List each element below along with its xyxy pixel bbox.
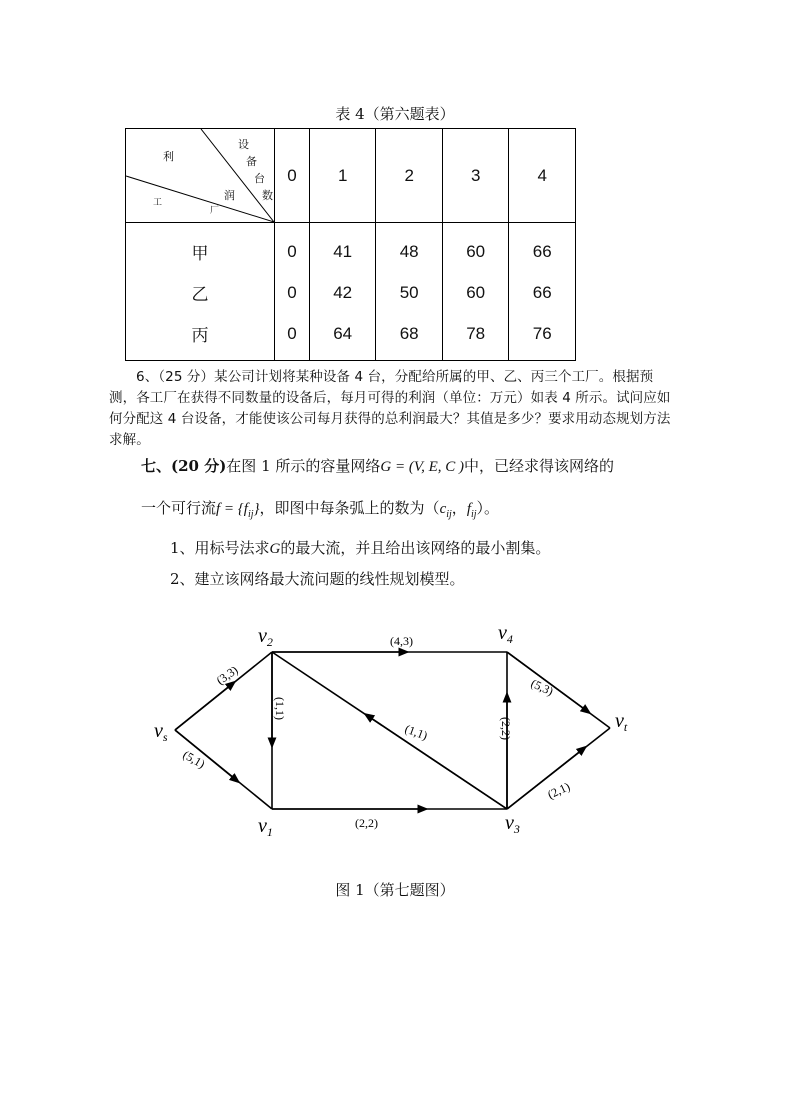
node-vt: $v_t$ <box>615 710 628 734</box>
node-v4: $v_4$ <box>498 622 513 646</box>
edge-v3-v2-arrow <box>368 716 507 809</box>
corner-label-run: 润 <box>224 189 235 202</box>
flow-symbol: f <box>466 501 471 517</box>
column-header: 3 <box>442 129 509 223</box>
edge-label-v2-v1: (1,1) <box>273 697 287 720</box>
edge-v3-vt-arrow <box>507 749 583 809</box>
table-row <box>126 272 576 313</box>
edge-vs-v2-arrow <box>175 684 232 730</box>
problem-7-text-c: 一个可行流 <box>141 499 217 517</box>
flow-notation-end: } <box>253 501 260 517</box>
capacity-symbol: c <box>439 501 447 517</box>
row-factory-label: 甲 <box>191 244 209 263</box>
capacity-subscript: ij <box>446 509 452 520</box>
table-row <box>126 313 576 361</box>
table-cell: 76 <box>509 313 576 361</box>
edge-label-v3-vt: (2,1) <box>545 779 573 802</box>
row-factory-label: 乙 <box>191 285 209 304</box>
node-v2: $v_2$ <box>258 625 273 649</box>
problem-7-line-2 <box>141 497 701 520</box>
graph-notation: G = (V, E, C ) <box>380 459 464 475</box>
sub-question-1 <box>170 537 550 558</box>
table-caption: 表 4（第六题表） <box>335 105 455 123</box>
table-cell: 50 <box>376 272 443 313</box>
graph-symbol: G <box>269 541 281 557</box>
table-cell: 41 <box>309 223 376 273</box>
table-cell: 66 <box>509 272 576 313</box>
table-cell: 66 <box>509 223 576 273</box>
flow-subscript: ij <box>247 509 254 520</box>
table-header-row <box>126 129 576 223</box>
sub-question-2: 2、建立该网络最大流问题的线性规划模型。 <box>170 570 465 588</box>
table-cell: 0 <box>275 313 310 361</box>
problem-7-text-d: ，即图中每条弧上的数为（ <box>259 499 440 517</box>
node-vs: $v_s$ <box>154 720 168 744</box>
profit-table <box>125 128 576 361</box>
problem-7-heading: 七、(20 分) <box>141 457 227 475</box>
flow-notation: f = {f <box>216 501 248 517</box>
diagonal-header-cell <box>126 129 275 223</box>
corner-label-gong: 工 <box>153 198 163 208</box>
problem-7-text-a: 在图 1 所示的容量网络 <box>226 457 381 475</box>
figure-caption: 图 1（第七题图） <box>335 881 455 899</box>
table-cell: 78 <box>442 313 509 361</box>
network-diagram <box>140 615 640 845</box>
table-cell: 68 <box>376 313 443 361</box>
row-factory-label: 丙 <box>191 326 209 345</box>
problem-7-text-e: ）。 <box>476 499 500 517</box>
problem-7-text-b: 中，已经求得该网络的 <box>463 457 614 475</box>
edge-label-v3-v2: (1,1) <box>402 721 430 743</box>
edge-label-v1-v3: (2,2) <box>355 816 378 830</box>
corner-label-she: 设 <box>238 138 249 151</box>
table-cell: 0 <box>275 223 310 273</box>
table-cell: 60 <box>442 272 509 313</box>
table-cell: 64 <box>309 313 376 361</box>
sub-question-1-text-a: 1、用标号法求 <box>170 539 270 557</box>
flow-symbol-subscript: ij <box>470 509 477 520</box>
edge-label-v3-v4: (2,2) <box>499 717 513 740</box>
corner-label-tai: 台 <box>254 172 265 185</box>
corner-label-chang: 厂 <box>210 206 220 216</box>
sub-question-1-text-b: 的最大流，并且给出该网络的最小割集。 <box>280 539 551 557</box>
diagonal-lines <box>126 129 274 222</box>
edge-label-vs-v1: (5,1) <box>180 747 208 772</box>
column-header: 2 <box>376 129 443 223</box>
column-header: 1 <box>309 129 376 223</box>
table-cell: 0 <box>275 272 310 313</box>
column-header: 0 <box>275 129 310 223</box>
node-v1: $v_1$ <box>258 815 273 839</box>
edge-label-v2-v4: (4,3) <box>390 634 413 648</box>
table-cell: 42 <box>309 272 376 313</box>
table-cell: 48 <box>376 223 443 273</box>
separator: ， <box>451 499 467 517</box>
table-cell: 60 <box>442 223 509 273</box>
corner-label-bei: 备 <box>246 155 257 168</box>
node-v3: $v_3$ <box>505 812 520 836</box>
problem-6-text: 6、（25 分）某公司计划将某种设备 4 台，分配给所属的甲、乙、丙三个工厂。根据预测，各工厂在获得不同数量的设备后，每月可得的利润（单位：万元）如表 4 所示。试问应如何分配这 4 台设备，才能使该公司每月获得的总利润最大？其值是多少？要求用动态规划方法求解。 <box>109 369 671 448</box>
problem-7-line-1 <box>141 455 701 476</box>
column-header: 4 <box>509 129 576 223</box>
table-row <box>126 223 576 273</box>
corner-label-li: 利 <box>163 150 174 163</box>
corner-label-shu: 数 <box>262 189 273 202</box>
edge-label-vs-v2: (3,3) <box>213 662 241 688</box>
edge-label-v4-vt: (5,3) <box>528 676 556 699</box>
